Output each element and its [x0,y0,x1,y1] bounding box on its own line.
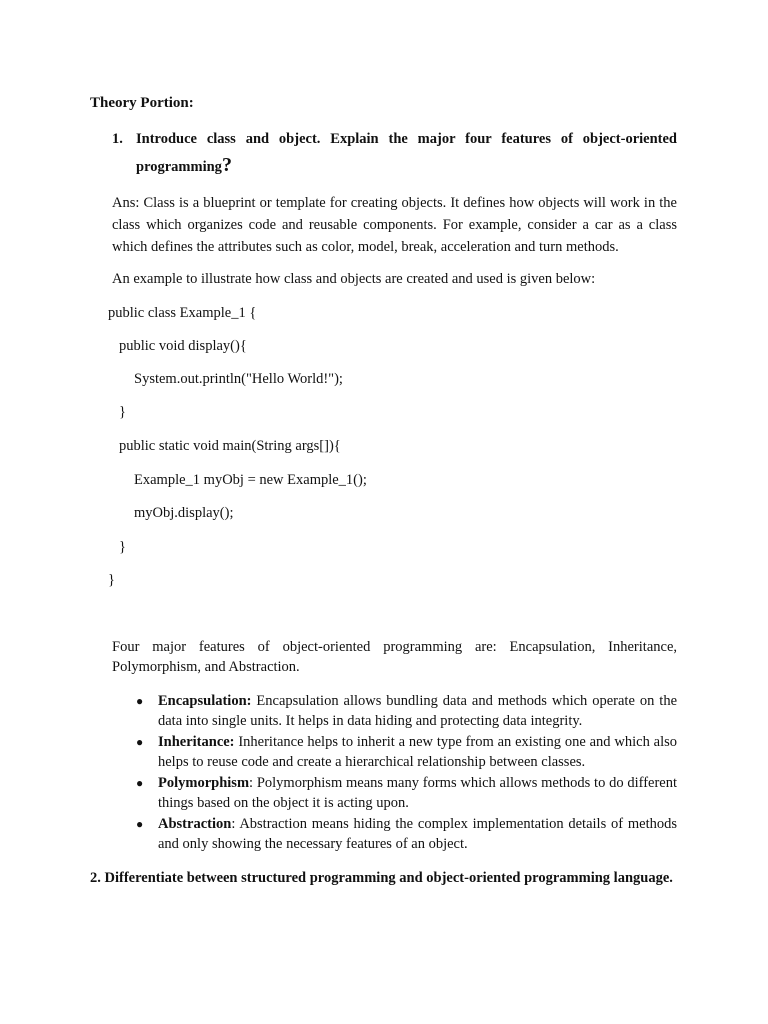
feature-description: Encapsulation allows bundling data and methods which operate on the data into single units. It helps in data hiding and protecting data integrity. [158,693,677,729]
example-intro: An example to illustrate how class and objects are created and used is given below: [112,271,596,287]
code-line: } [119,539,126,555]
feature-description: Inheritance helps to inherit a new type from an existing one and which also helps to reuse code and create a hierarchical relationship between classes. [158,734,677,770]
feature-name: Polymorphism [158,775,250,791]
code-line: public static void main(String args[]){ [119,438,341,454]
bullet-icon: ● [136,694,144,708]
code-line: Example_1 myObj = new Example_1(); [134,472,367,488]
answer-1: Ans: Class is a blueprint or template for creating objects. It defines how objects will work in the class which organizes code and reusable components. For example, consider a car as a class which defines the attributes such as color, model, break, acceleration and turn methods. [112,195,677,255]
features-list [136,691,677,855]
list-item [136,691,677,731]
bullet-icon: ● [136,817,144,831]
feature-name: Inheritance: [158,734,235,750]
list-item [136,773,677,813]
feature-description: : Polymorphism means many forms which allows methods to do different things based on the object it is acting upon. [158,775,677,811]
bullet-icon: ● [136,735,144,749]
question-1-number: 1. [112,131,123,147]
code-line: public class Example_1 { [108,305,257,321]
code-line: } [119,404,126,420]
feature-description: : Abstraction means hiding the complex implementation details of methods and only showing the necessary features of an object. [158,816,677,852]
code-line: } [108,572,115,588]
feature-name: Encapsulation: [158,693,252,709]
feature-name: Abstraction [158,816,232,832]
code-line: public void display(){ [119,338,247,354]
question-1-mark: ? [221,154,232,176]
list-item [136,814,677,854]
question-1-text: Introduce class and object. Explain the major four features of object-oriented programming [136,131,677,175]
bullet-icon: ● [136,776,144,790]
question-1-text-block [136,126,677,180]
question-1 [112,126,677,180]
list-item [136,732,677,772]
section-title: Theory Portion: [90,95,194,111]
question-2: 2. Differentiate between structured programming and object-oriented programming language. [90,870,673,886]
code-line: System.out.println("Hello World!"); [134,371,343,387]
code-line: myObj.display(); [134,505,234,521]
features-intro: Four major features of object-oriented programming are: Encapsulation, Inheritance, Polymorphism, and Abstraction. [112,639,677,675]
